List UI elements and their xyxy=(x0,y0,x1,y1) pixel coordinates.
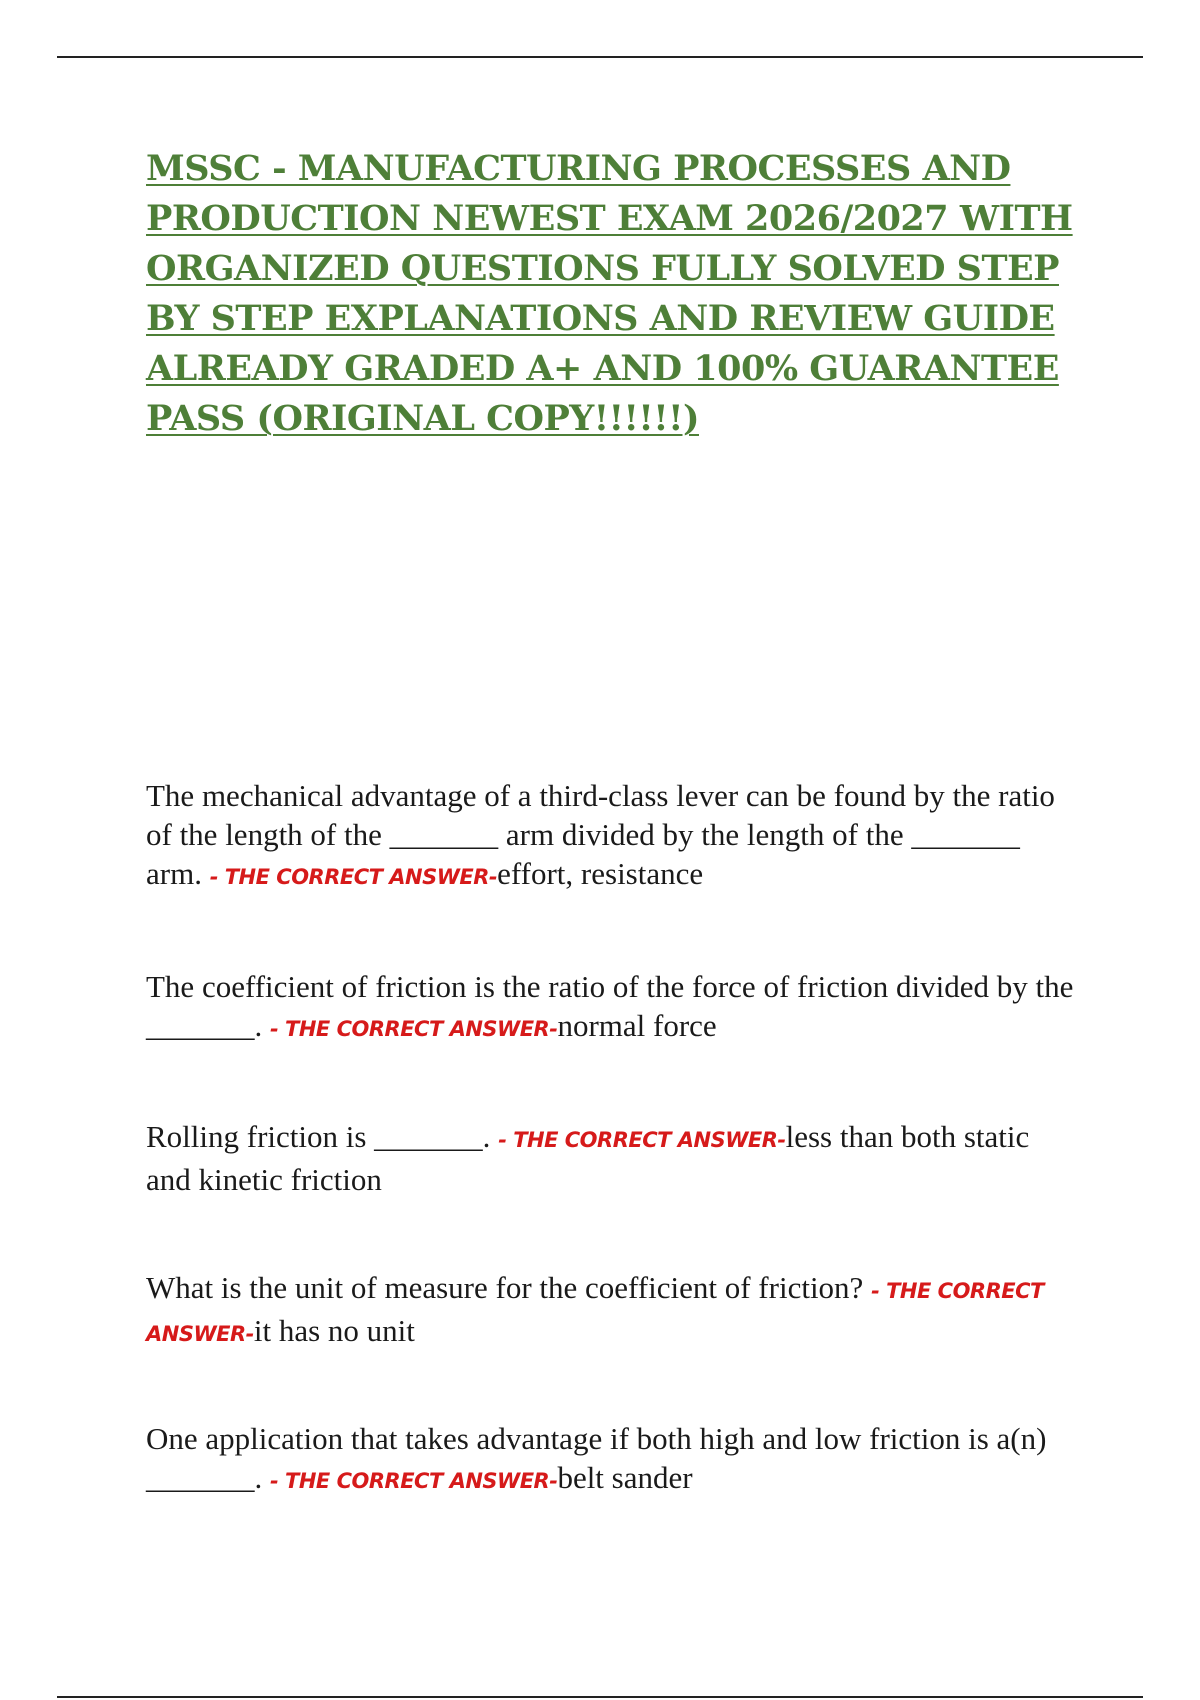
answer-label: - THE CORRECT ANSWER- xyxy=(498,1128,786,1152)
answer-label: - THE CORRECT ANSWER- xyxy=(270,1017,558,1041)
qa-item xyxy=(146,776,1076,897)
question-text: One application that takes advantage if both high and low friction is a(n) _______. xyxy=(146,1421,1047,1495)
question-text: The coefficient of friction is the ratio of the force of friction divided by the _______. xyxy=(146,969,1074,1043)
question-text: The mechanical advantage of a third-class lever can be found by the ratio of the length of the _______ arm divided by the length of the _______ arm. xyxy=(146,778,1055,891)
answer-label: - THE CORRECT ANSWER- xyxy=(270,1469,558,1493)
question-text: Rolling friction is _______. xyxy=(146,1119,491,1154)
answer-label: - THE CORRECT ANSWER- xyxy=(209,865,498,889)
question-text: What is the unit of measure for the coefficient of friction? xyxy=(146,1270,864,1305)
header-rule xyxy=(57,56,1143,58)
qa-item xyxy=(146,1419,1076,1501)
qa-item xyxy=(146,1117,1076,1199)
answer-text: normal force xyxy=(557,1008,717,1043)
answer-text: belt sander xyxy=(557,1460,693,1495)
answer-text: effort, resistance xyxy=(497,856,704,891)
answer-label: - THE CORRECT ANSWER- xyxy=(146,1279,1044,1346)
qa-item xyxy=(146,967,1076,1049)
document-title: MSSC - MANUFACTURING PROCESSES AND PRODUCTION NEWEST EXAM 2026/2027 WITH ORGANIZED QUESTIONS FULLY SOLVED STEP BY STEP EXPLANATIONS AND REVIEW GUIDE ALREADY GRADED A+ AND 100% GUARANTEE PASS (ORIGINAL COPY!!!!!!) xyxy=(146,148,1073,439)
answer-text: less than both static and kinetic friction xyxy=(146,1119,1030,1197)
answer-text: it has no unit xyxy=(253,1313,415,1348)
qa-item xyxy=(146,1268,1076,1354)
footer-rule xyxy=(57,1696,1143,1698)
